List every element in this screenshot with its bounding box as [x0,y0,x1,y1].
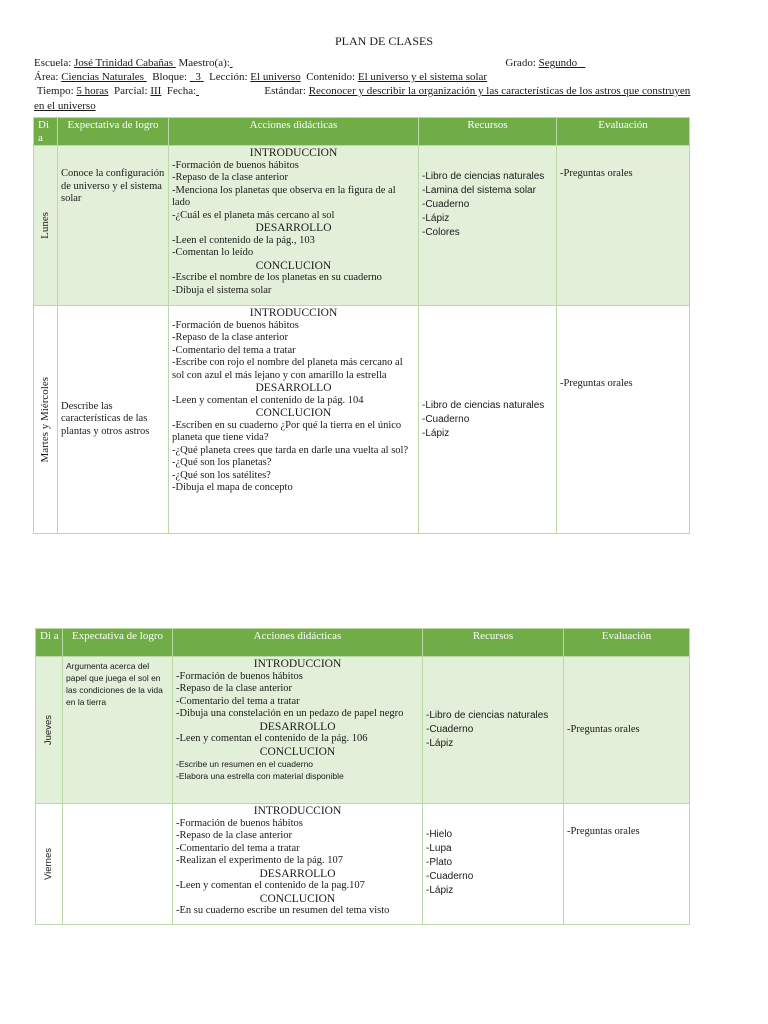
escuela-label: Escuela: [34,57,72,69]
parcial-value: III [150,85,162,97]
col-acciones: Acciones didácticas [173,629,423,657]
col-evaluacion: Evaluación [557,118,690,146]
fecha-blank [196,85,256,98]
list-item: -Formación de buenos hábitos [176,817,303,829]
table-row [36,657,690,804]
intro-title: INTRODUCCION [249,307,338,319]
table-header-row [34,118,690,146]
contenido-value: El universo y el sistema solar [357,71,488,83]
list-item: -Cuaderno [422,413,470,425]
list-item: -Lápiz [422,427,450,439]
grado-value: Segundo [538,57,578,69]
expectativa-cell [63,804,173,925]
col-dia: Di a [34,118,58,146]
conc-title: CONCLUCION [255,259,332,272]
col-dia: Di a [36,629,63,657]
grado-label: Grado: [505,57,536,69]
escuela-value: José Trinidad Cabañas [74,57,174,69]
expectativa-cell: Describe las características de las plantas y otros astros [58,306,169,534]
day-label: Martes y Miércoles [39,376,52,463]
list-item: -Leen y comentan el contenido de la pág. 106 [176,733,368,744]
table-header-row [36,629,690,657]
maestro-label: Maestro(a): [178,57,230,69]
estandar-value-1: Reconocer y describir la organización y las características de los astros que construyen [308,85,691,97]
list-item: -Libro de ciencias naturales [426,710,549,721]
list-item: -Lápiz [422,213,450,224]
expectativa-cell: Conoce la configuración de universo y el sistema solar [58,146,169,306]
acciones-cell [169,146,419,306]
bloque-value: 3 [195,71,201,83]
list-item: -Realizan el experimento de la pág. 107 [176,855,344,866]
day-label: Jueves [42,714,54,746]
fecha-label: Fecha: [166,85,197,97]
list-item: -¿Qué son los satélites? [172,469,271,481]
table-row [34,146,690,306]
escuela-underline [173,57,176,69]
list-item: -Plato [426,857,453,868]
acciones-cell [173,657,423,804]
day-cell [36,804,63,925]
acciones-cell [169,306,419,534]
list-item: -Formación de buenos hábitos [176,670,303,682]
acciones-cell [173,804,423,925]
list-item: -Libro de ciencias naturales [422,399,545,411]
list-item: -¿Qué son los planetas? [172,457,272,468]
expectativa-cell: Argumenta acerca del papel que juega el sol en las condiciones de la vida en la tierra [63,657,173,804]
col-expectativa: Expectativa de logro [63,629,173,657]
list-item: -Comentario del tema a tratar [176,842,300,854]
day-label: Viernes [42,847,54,881]
day-cell [34,146,58,306]
grado-underline [577,57,585,69]
evaluacion-cell: -Preguntas orales [564,657,690,804]
recursos-cell [423,657,564,804]
list-item: -Leen y comentan el contenido de la pág. 104 [172,394,364,406]
list-item: -Dibuja el sistema solar [172,284,272,296]
list-item: -Colores [422,227,460,238]
intro-title: INTRODUCCION [253,805,342,817]
list-item: -Comentario del tema a tratar [176,695,300,707]
evaluacion-cell: -Preguntas orales [557,306,690,534]
estandar-value-2: en el universo [34,100,96,112]
conc-title: CONCLUCION [255,407,332,419]
header-line-area [34,71,734,84]
list-item: -Lápiz [426,885,454,896]
col-recursos: Recursos [419,118,557,146]
list-item: -Hielo [426,829,453,840]
list-item: -Leen el contenido de la pág., 103 [172,234,315,246]
list-item: -En su cuaderno escribe un resumen del tema visto [176,905,390,916]
dev-title: DESARROLLO [255,382,332,394]
list-item: -Elabora una estrella con material disponible [176,771,344,781]
estandar-label: Estándar: [264,85,306,97]
day-cell [36,657,63,804]
dev-title: DESARROLLO [255,222,332,234]
lesson-table-1 [33,117,690,534]
page-title: PLAN DE CLASES [334,34,433,48]
list-item: -Dibuja una constelación en un pedazo de papel negro [176,708,404,719]
bloque-label: Bloque: [152,71,188,83]
col-evaluacion: Evaluación [564,629,690,657]
list-item: -Comentario del tema a tratar [172,344,296,356]
evaluacion-cell: -Preguntas orales [557,146,690,306]
intro-title: INTRODUCCION [253,658,342,670]
header-line-tiempo [34,85,734,98]
table-row [36,804,690,925]
parcial-label: Parcial: [113,85,148,97]
list-item: -Comentan lo leído [172,247,254,258]
evaluacion-cell: -Preguntas orales [564,804,690,925]
dev-title: DESARROLLO [259,867,336,880]
maestro-blank [230,57,500,70]
list-item: -Formación de buenos hábitos [172,159,299,171]
leccion-value: El universo [250,71,301,83]
tiempo-value: 5 horas [76,85,109,97]
contenido-label: Contenido: [306,71,356,83]
conc-title: CONCLUCION [259,745,336,758]
list-item: -Menciona los planetas que observa en la figura de al lado [172,184,396,208]
list-item: -Repaso de la clase anterior [172,172,289,183]
list-item: -Repaso de la clase anterior [176,683,293,694]
list-item: -Lupa [426,843,452,854]
list-item: -Lápiz [426,738,454,749]
header-line-estandar [34,100,734,113]
table-row [34,306,690,534]
col-acciones: Acciones didácticas [169,118,419,146]
day-label: Lunes [39,212,52,239]
recursos-cell [419,306,557,534]
list-item: -Libro de ciencias naturales [422,171,545,182]
area-value: Ciencias Naturales [61,71,144,83]
lesson-table-2 [35,628,690,925]
list-item: -Dibuja el mapa de concepto [172,482,293,493]
area-underline [144,71,147,83]
list-item: -Escribe con rojo el nombre del planeta más cercano al sol con azul el más lejano y con amarillo la estrella [172,357,403,381]
list-item: -Formación de buenos hábitos [172,319,299,331]
list-item: -Escribe el nombre de los planetas en su cuaderno [172,272,382,283]
area-label: Área: [34,71,59,83]
list-item: -Repaso de la clase anterior [176,830,293,841]
conc-title: CONCLUCION [259,892,336,905]
list-item: -Repaso de la clase anterior [172,332,289,343]
list-item: -Cuaderno [426,871,474,882]
list-item: -¿Cuál es el planeta más cercano al sol [172,209,335,221]
list-item: -¿Qué planeta crees que tarda en darle una vuelta al sol? [172,444,409,456]
list-item: -Cuaderno [422,199,470,210]
list-item: -Escribe un resumen en el cuaderno [176,759,314,769]
intro-title: INTRODUCCION [249,147,338,159]
recursos-cell [423,804,564,925]
list-item: -Cuaderno [426,724,474,735]
list-item: -Escriben en su cuaderno ¿Por qué la tierra en el único planeta que tiene vida? [172,419,402,443]
list-item: -Lamina del sistema solar [422,185,536,196]
day-cell [34,306,58,534]
col-recursos: Recursos [423,629,564,657]
leccion-label: Lección: [209,71,248,83]
list-item: -Leen y comentan el contenido de la pag.107 [176,880,365,891]
tiempo-label: Tiempo: [36,85,74,97]
col-expectativa: Expectativa de logro [58,118,169,146]
dev-title: DESARROLLO [259,720,336,733]
header-line-school [34,57,734,70]
recursos-cell [419,146,557,306]
